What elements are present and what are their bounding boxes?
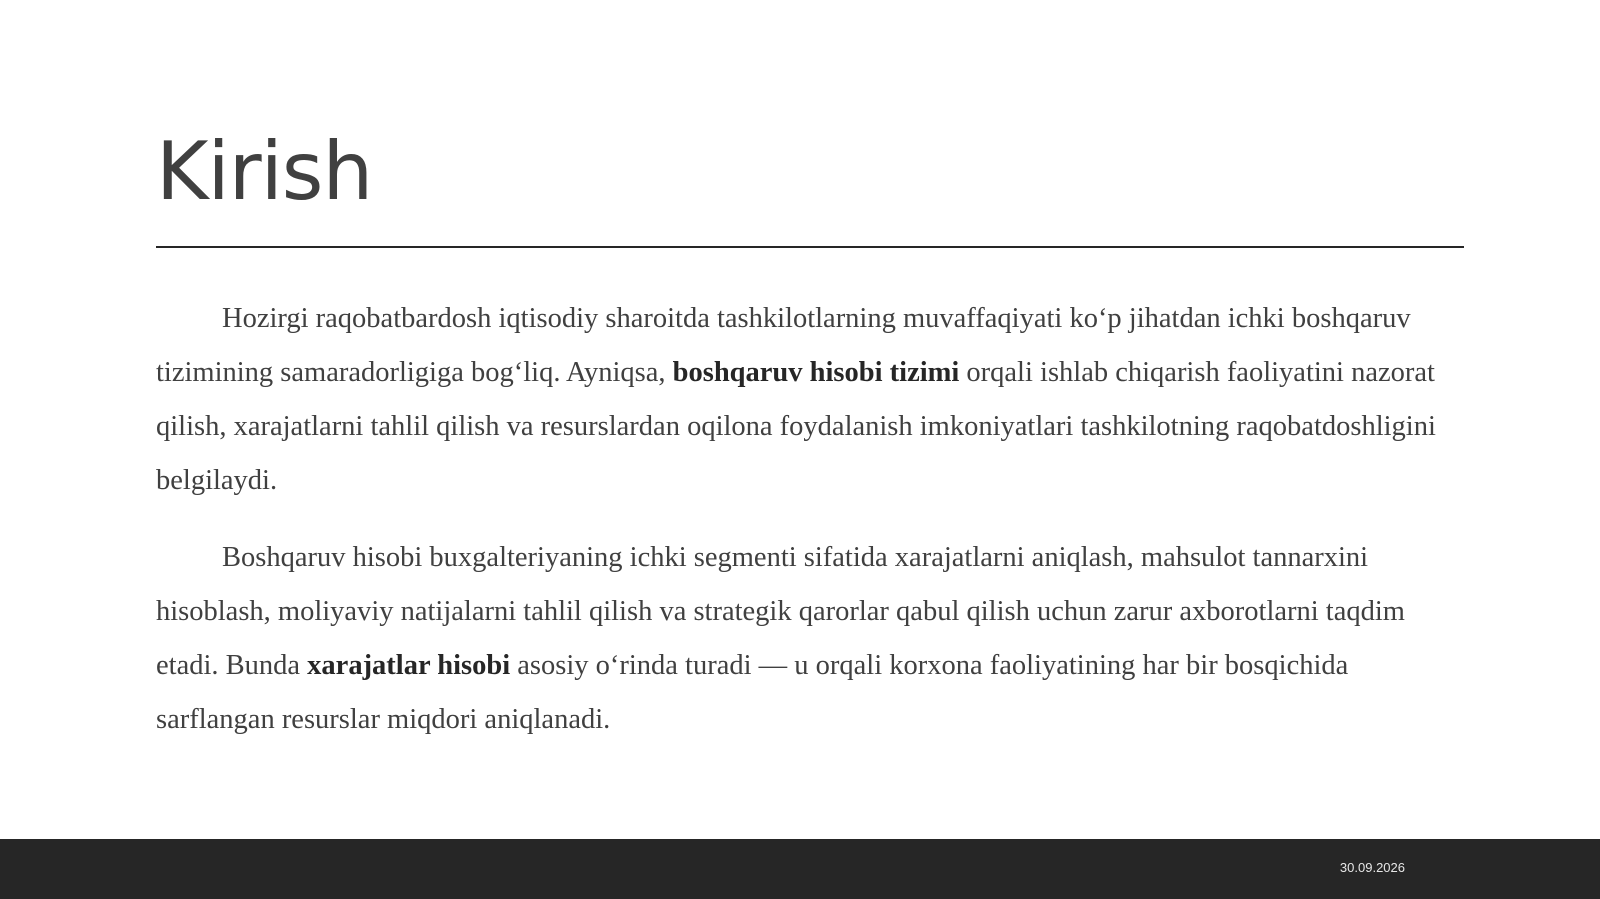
paragraph-2-text-end: asosiy o‘rinda turadi — u orqali korxona faoliyatining har bir bosqichida sarflangan resurslar miqdori aniqlanadi. (156, 650, 1349, 735)
footer-bar (0, 839, 1600, 899)
paragraph-1 (156, 292, 1456, 508)
slide-content (156, 292, 1456, 770)
paragraph-1-text-end: orqali ishlab chiqarish faoliyatini nazorat qilish, xarajatlarni tahlil qilish va resurslardan oqilona foydalanish imkoniyatlari tashkilotning raqobatdoshligini belgilaydi. (156, 357, 1436, 496)
paragraph-2-text-start: Boshqaruv hisobi buxgalteriyaning ichki segmenti sifatida xarajatlarni aniqlash, mahsulot tannarxini hisoblash, moliyaviy natijalarni tahlil qilish va strategik qarorlar qabul qilish uchun zarur axborotlarni taqdim etadi. Bunda (156, 542, 1405, 681)
paragraph-1-text-start: Hozirgi raqobatbardosh iqtisodiy sharoitda tashkilotlarning muvaffaqiyati ko‘p jihatdan ichki boshqaruv tizimining samaradorligiga bog‘liq. Ayniqsa, (156, 303, 1411, 388)
footer-date: 30.09.2026 (1339, 860, 1405, 875)
title-divider (156, 246, 1464, 248)
slide-title: Kirish (156, 125, 373, 218)
paragraph-2 (156, 531, 1456, 747)
paragraph-1-bold-term: boshqaruv hisobi tizimi (672, 357, 960, 388)
paragraph-2-bold-term: xarajatlar hisobi (307, 650, 511, 681)
